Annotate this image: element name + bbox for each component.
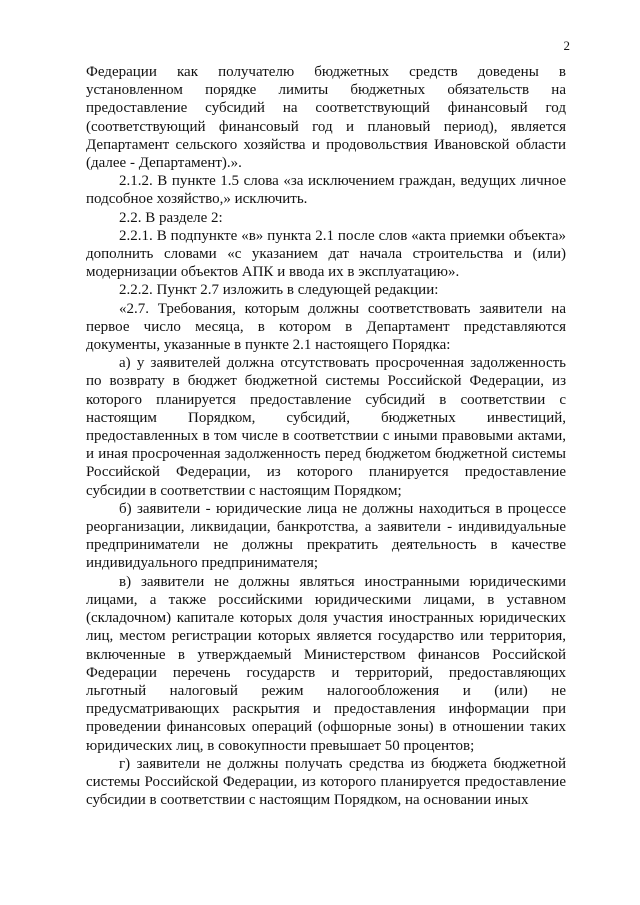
document-body (86, 63, 566, 809)
paragraph-2-2: 2.2. В разделе 2: (119, 209, 223, 226)
paragraph-2-2-1: 2.2.1. В подпункте «в» пункта 2.1 после слов «акта приемки объекта» дополнить словами «с указанием дат начала строительства и (или) модернизации объектов АПК и ввода их в эксплуатацию». (86, 227, 566, 281)
paragraph-item-g: г) заявители не должны получать средства из бюджета бюджетной системы Российской Федерации, из которого планируется предоставление субсидии в соответствии с настоящим Порядком, на основании иных (86, 755, 566, 809)
paragraph-continuation: Федерации как получателю бюджетных средств доведены в установленном порядке лимиты бюджетных обязательств на предоставление субсидий на соответствующий финансовый год (соответствующий финансовый год и плановый период), является Департамент сельского хозяйства и продовольствия Ивановской области (далее - Департамент).». (86, 64, 566, 172)
paragraph-item-a: а) у заявителей должна отсутствовать просроченная задолженность по возврату в бюджет бюджетной системы Российской Федерации, из которого планируется предоставление субсидий в соответствии с настоящим Порядком, субсидий, бюджетных инвестиций, предоставленных в том числе в соответствии с иными правовыми актами, и иная просроченная задолженность перед бюджетом бюджетной системы Российской Федерации, из которого планируется предоставление субсидии в соответствии с настоящим Порядком; (86, 355, 566, 499)
paragraph-2-7: «2.7. Требования, которым должны соответствовать заявители на первое число месяца, в котором в Департамент представляются документы, указанные в пункте 2.1 настоящего Порядка: (86, 300, 566, 354)
page-number: 2 (563, 38, 570, 53)
paragraph-item-b: б) заявители - юридические лица не должны находиться в процессе реорганизации, ликвидации, банкротства, а заявители - индивидуальные предприниматели не должны прекратить деятельность в качестве индивидуального предпринимателя; (86, 500, 566, 572)
paragraph-2-2-2: 2.2.2. Пункт 2.7 изложить в следующей редакции: (119, 282, 439, 299)
paragraph-2-1-2: 2.1.2. В пункте 1.5 слова «за исключением граждан, ведущих личное подсобное хозяйство,» исключить. (86, 173, 566, 208)
paragraph-item-v: в) заявители не должны являться иностранными юридическими лицами, а также российскими юридическими лицами, в уставном (складочном) капитале которых доля участия иностранных юридических лиц, местом регистрации которых является государство или территория, включенные в утверждаемый Министерством финансов Российской Федерации перечень государств и территорий, предоставляющих льготный налоговый режим налогообложения и (или) не предусматривающих раскрытия и предоставления информации при проведении финансовых операций (офшорные зоны) в отношении таких юридических лиц, в совокупности превышает 50 процентов; (86, 573, 566, 754)
